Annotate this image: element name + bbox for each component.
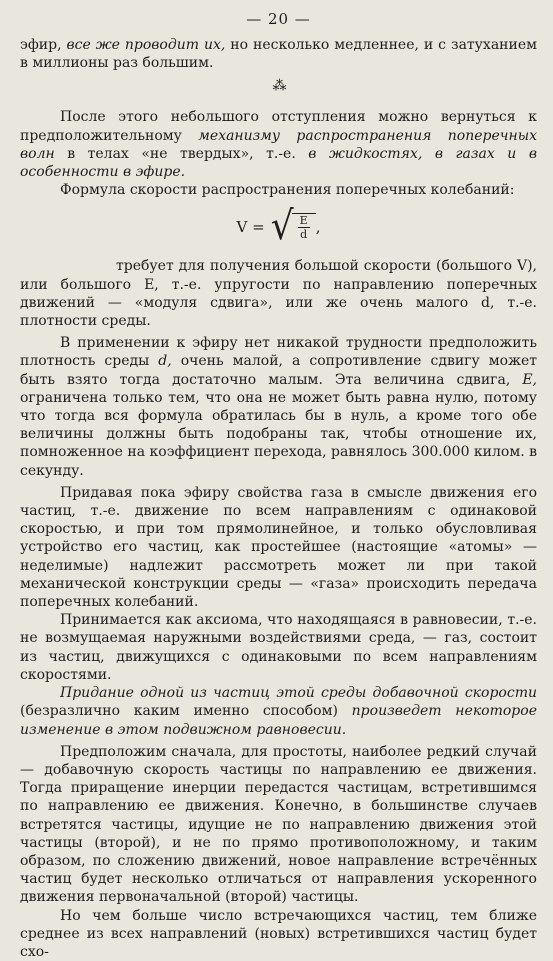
paragraph-many-particles: Но чем больше число встречающихся частиц, тем ближе среднее из всех направлений (новых) встретившихся частиц будет схо- — [20, 907, 537, 960]
text-run: После этого небольшого отступления можно вернуться к предположительному — [20, 109, 537, 144]
text-run: в телах «не твердых», т.-е. — [54, 145, 309, 162]
velocity-formula — [20, 205, 537, 249]
italic-run: все же проводит их, — [66, 37, 226, 53]
text-run: ограничена только тем, что она не может быть равна нулю, потому что тогда вся формула обратилась бы в нуль, а кроме того обе величины должны быть подобраны так, чтобы отношение их, помноженное на коэффициент перехода, равнялось 300.000 килом. в секунду. — [20, 389, 538, 479]
text-run: но несколько медленнее, и с затуханием в миллионы раз большим. — [20, 37, 537, 72]
square-root — [270, 204, 316, 250]
italic-run: механизму распространения поперечных волн — [20, 127, 537, 162]
formula-fraction — [292, 213, 316, 241]
text-run: эфир, — [20, 37, 67, 53]
section-asterism: ⁂ — [272, 78, 285, 95]
radical-sign-icon: √ — [270, 204, 294, 250]
italic-run: E, — [522, 371, 537, 388]
italic-run: Придание одной из частиц этой среды добавочной скорости — [60, 685, 537, 702]
paragraph-axiom: Принимается как аксиома, что находящаяся в равновесии, т.-е. не возмущаемая наружными воздействиями среда, — газ, состоит из частиц, движущихся с одинаковыми по всем направлениям скоростями. — [20, 612, 537, 683]
paragraph-formula-explanation: требует для получения большой скорости (большого V), или большого E, т.-е. упругости по направлению поперечных движений — «модуля сдвига», или же очень малого d, т.-е. плотности среды. — [20, 258, 537, 330]
formula-denominator: d — [300, 228, 308, 242]
formula-comma: , — [315, 218, 321, 237]
italic-run: произведет некоторое изменение в этом подвижном равновесии. — [20, 703, 537, 738]
paragraph-gas-properties: Придавая пока эфиру свойства газа в смысле движения его частиц, т.-е. движение по всем направлениям с одинаковой скоростью, и при том прямолинейное, и только обусловливая устройство его частиц, как простейшее (настоящие «атомы» — неделимые) надлежит рассмотреть может ли при такой механической конструкции среды — «газа» происходить передача поперечных колебаний. — [20, 484, 537, 611]
paragraph-simple-case: Предположим сначала, для простоты, наиболее редкий случай — добавочную скорость частицы по направлению ее движения. Тогда приращение инерции передастся частицам, встретившимся по направлению ее движения. Конечно, в большинстве случаев встретятся частицы, идущие не по направлению движения этой частицы (второй), и не по прямо противоположному, и таким образом, по сложению движений, новое направление встречённых частиц будет несколько отличаться от направления ускоренного движения первоначальной (второй) частицы. — [20, 743, 537, 906]
italic-run: в жидкостях, в газах и в особенности в эфире. — [20, 145, 537, 181]
paragraph-digression-return — [20, 108, 537, 181]
text-run: (безразлично каким именно способом) — [20, 703, 352, 720]
paragraph-added-velocity — [20, 684, 537, 739]
paragraph-ether-density — [20, 334, 537, 480]
paragraph-formula-intro: Формула скорости распространения поперечных колебаний: — [60, 182, 515, 199]
formula-numerator: E — [299, 214, 308, 228]
text-run: В применении к эфиру нет никакой трудности предположить плотность среды — [20, 335, 537, 370]
text-run: очень малой, а сопротивление сдвигу может быть взято тогда достаточно малым. Эта величина сдвига, — [20, 353, 537, 388]
paragraph-ether-continuation — [20, 36, 537, 72]
formula-lhs: V = — [236, 218, 265, 237]
italic-run: d, — [158, 353, 172, 370]
page-number: — 20 — — [246, 10, 311, 28]
